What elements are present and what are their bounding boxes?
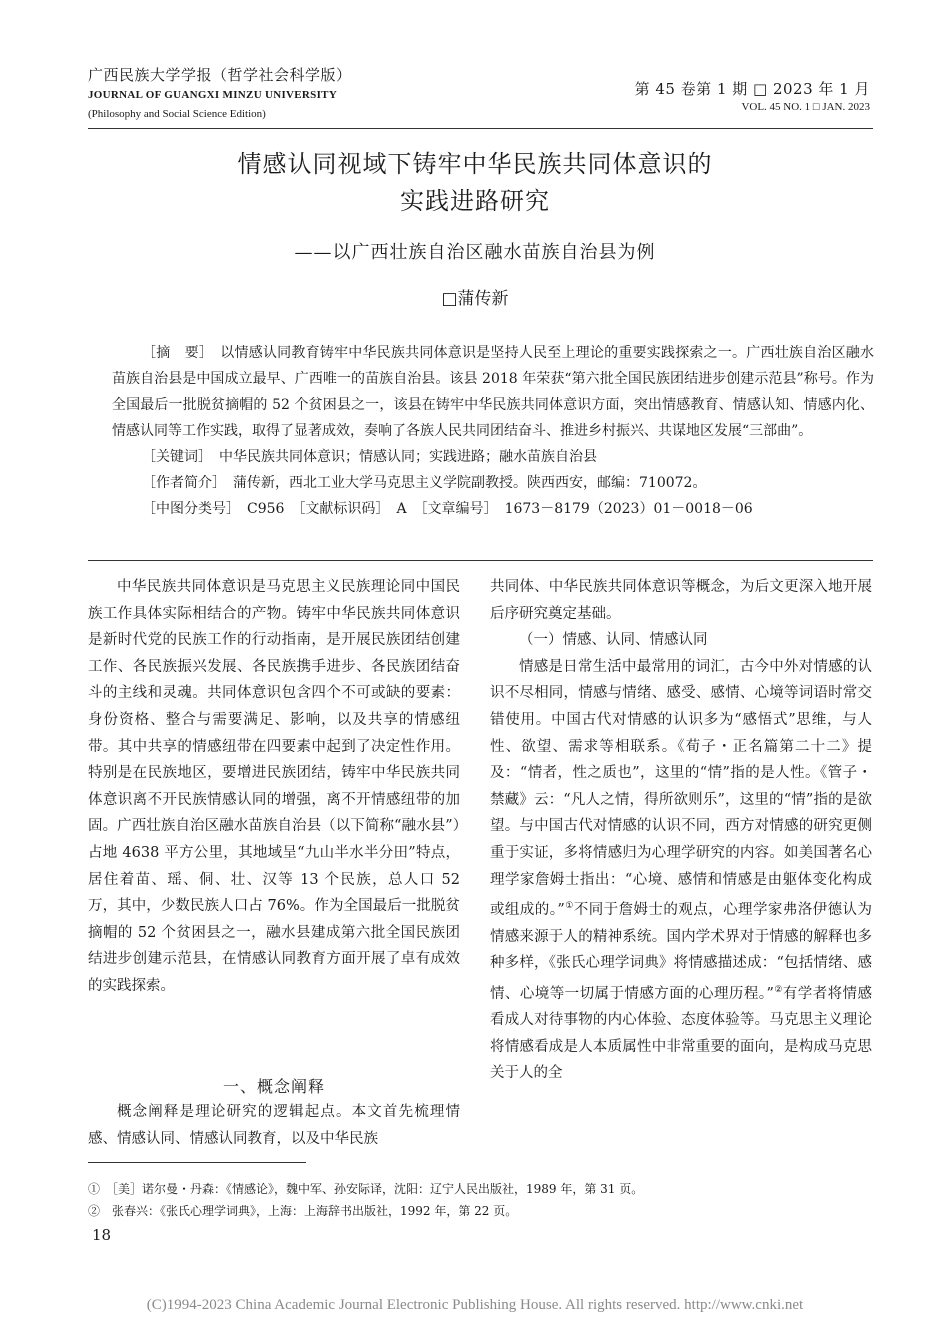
header-rule <box>88 128 873 129</box>
journal-title-cn: 广西民族大学学报（哲学社会科学版） <box>88 66 352 84</box>
left-column-continued <box>88 1099 460 1152</box>
left-column <box>88 574 460 1000</box>
abstract-text: 以情感认同教育铸牢中华民族共同体意识是坚持人民至上理论的重要实践探索之一。广西壮族自治区融水苗族自治县是中国成立最早、广西唯一的苗族自治县。该县 2018 年荣获“第六批全国民族团结进步创建示范县”称号。作为全国最后一批脱贫摘帽的 52 个贫困县之一，该县在铸牢中华民族共同体意识方面，突出情感教育、情感认知、情感内化、情感认同等工作实践，取得了显著成效，奏响了各族人民共同团结奋斗、推进乡村振兴、共谋地区发展“三部曲”。 <box>112 345 874 439</box>
body-paragraph: 共同体、中华民族共同体意识等概念，为后文更深入地开展后序研究奠定基础。 <box>490 579 872 622</box>
body-text: 有学者将情感看成人对待事物的内心体验、态度体验等。马克思主义理论将情感看成是人本质属性中非常重要的面向，是构成马克思关于人的全 <box>490 985 872 1082</box>
author-info-text: 蒲传新，西北工业大学马克思主义学院副教授。陕西西安，邮编：710072。 <box>233 475 707 491</box>
body-text: 情感是日常生活中最常用的词汇，古今中外对情感的认识不尽相同，情感与情绪、感受、感情、心境等词语时常交错使用。中国古代对情感的认识多为“感悟式”思维，与人性、欲望、需求等相联系。《荀子・正名篇第二十二》提及：“情者，性之质也”，这里的“情”指的是人性。《管子・禁藏》云：“凡人之情，得所欲则乐”，这里的“情”指的是欲望。与中国古代对情感的认识不同，西方对情感的研究更侧重于实证，多将情感归为心理学研究的内容。如美国著名心理学家詹姆士指出：“心境、感情和情感是由躯体变化构成或组成的。” <box>490 658 872 918</box>
abstract-label: ［摘 要］ <box>142 345 207 361</box>
footnote-ref[interactable]: ② <box>773 984 783 995</box>
author-info-label: ［作者简介］ <box>142 475 219 491</box>
journal-edition-en: (Philosophy and Social Science Edition) <box>88 108 266 120</box>
keywords-label: ［关键词］ <box>142 449 205 465</box>
subsection-heading: （一）情感、认同、情感认同 <box>519 632 708 649</box>
body-text: 不同于詹姆士的观点，心理学家弗洛伊德认为情感来源于人的精神系统。国内学术界对于情感的解释也多种多样，《张氏心理学词典》将情感描述成：“包括情绪、感情、心境等一切属于情感方面的心理历程。” <box>490 901 872 1002</box>
article-number-value: 1673－8179（2023）01－0018－06 <box>504 501 753 517</box>
author-info-line <box>142 470 874 496</box>
footnote-ref[interactable]: ① <box>564 901 574 912</box>
clc-value: C956 <box>247 501 285 517</box>
body-paragraph: 中华民族共同体意识是马克思主义民族理论同中国民族工作具体实际相结合的产物。铸牢中华民族共同体意识是新时代党的民族工作的行动指南，是开展民族团结创建工作、各民族振兴发展、各民族携手进步、各民族团结奋斗的主线和灵魂。共同体意识包含四个不可或缺的要素：身份资格、整合与需要满足、影响，以及共享的情感纽带。其中共享的情感纽带在四要素中起到了决定性作用。特别是在民族地区，要增进民族团结，铸牢中华民族共同体意识离不开民族情感认同的增强，离不开情感纽带的加固。广西壮族自治区融水苗族自治县（以下简称“融水县”）占地 4638 平方公里，其地域呈“九山半水半分田”特点，居住着苗、瑶、侗、壮、汉等 13 个民族，总人口 52 万，其中，少数民族人口占 76%。作为全国最后一批脱贫摘帽的 52 个贫困县之一，融水县建成第六批全国民族团结进步创建示范县，在情感认同教育方面开展了卓有成效的实践探索。 <box>88 579 460 994</box>
doc-code-label: ［文献标识码］ <box>298 501 383 517</box>
footnote-rule <box>88 1162 306 1163</box>
issue-info-en: VOL. 45 NO. 1 □ JAN. 2023 <box>741 101 870 113</box>
body-paragraph: 概念阐释是理论研究的逻辑起点。本文首先梳理情感、情感认同、情感认同教育，以及中华民族 <box>88 1104 460 1147</box>
footnote: ① ［美］诺尔曼・丹森：《情感论》，魏中军、孙安际译，沈阳：辽宁人民出版社，1989 年，第 31 页。 <box>88 1182 644 1196</box>
article-number-label: ［文章编号］ <box>420 501 491 517</box>
section-heading: 一、概念阐释 <box>222 1077 325 1096</box>
keywords-line <box>142 444 874 470</box>
classification-line <box>142 496 874 522</box>
article-title-line1: 情感认同视域下铸牢中华民族共同体意识的 <box>237 150 713 178</box>
issue-info-cn: 第 45 卷第 1 期 □ 2023 年 1 月 <box>634 80 870 98</box>
article-subtitle: ——以广西壮族自治区融水苗族自治县为例 <box>294 242 656 263</box>
doc-code-value: A <box>396 501 407 517</box>
article-author: □蒲传新 <box>441 289 509 309</box>
journal-title-en: JOURNAL OF GUANGXI MINZU UNIVERSITY <box>88 89 338 101</box>
right-column <box>490 574 872 1087</box>
clc-label: ［中图分类号］ <box>142 501 233 517</box>
keywords-text: 中华民族共同体意识；情感认同；实践进路；融水苗族自治县 <box>219 449 597 465</box>
footnote: ② 张春兴：《张氏心理学词典》，上海：上海辞书出版社，1992 年，第 22 页。 <box>88 1204 518 1218</box>
abstract-block <box>112 340 874 522</box>
body-paragraph <box>490 654 872 1087</box>
page-number: 18 <box>92 1226 112 1244</box>
article-title-line2: 实践进路研究 <box>400 187 550 215</box>
abstract-paragraph <box>112 340 874 444</box>
copyright-notice: (C)1994-2023 China Academic Journal Electronic Publishing House. All rights reserved. http://www.cnki.net <box>146 1297 804 1313</box>
abstract-rule <box>88 560 873 561</box>
